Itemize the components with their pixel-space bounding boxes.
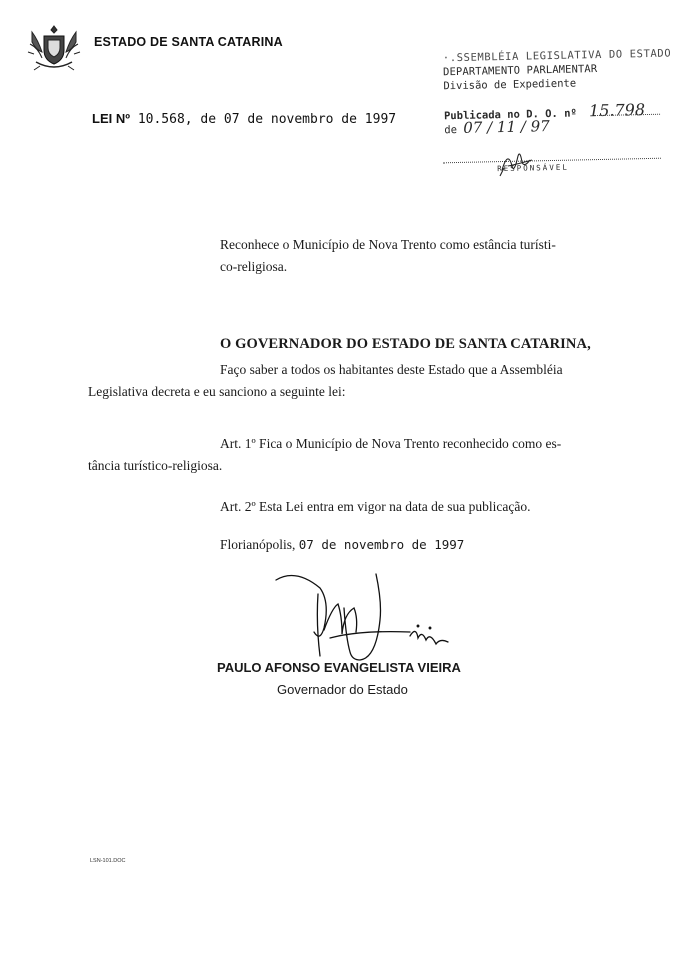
law-summary-line-1: Reconhece o Município de Nova Trento como estância turísti- (220, 237, 556, 252)
law-title (92, 111, 396, 127)
stamp-date-prefix: de (444, 123, 458, 137)
state-header: ESTADO DE SANTA CATARINA (94, 35, 283, 49)
stamp-published-label: Publicada no D. O. nº (443, 107, 577, 123)
publication-stamp (441, 47, 672, 179)
stamp-initials-signature (494, 140, 544, 184)
stamp-assembly-line: ·.SSEMBLÉIA LEGISLATIVA DO ESTADO (442, 47, 672, 65)
stamp-date-value: 07 / 11 / 97 (463, 117, 550, 137)
governor-heading: O GOVERNADOR DO ESTADO DE SANTA CATARINA, (220, 336, 591, 352)
article-2: Art. 2º Esta Lei entra em vigor na data de sua publicação. (220, 499, 531, 514)
stamp-date-line (444, 117, 550, 137)
article-1-line-1: Art. 1º Fica o Município de Nova Trento reconhecido como es- (220, 436, 562, 451)
stamp-published-number: 15.798 (588, 100, 646, 121)
signer-role: Governador do Estado (277, 682, 408, 697)
governor-signature (270, 568, 480, 672)
law-summary-line-2: co-religiosa. (220, 259, 288, 274)
law-label: LEI Nº (92, 111, 130, 126)
article-1-line-2: tância turístico-religiosa. (88, 458, 223, 473)
place-and-date (220, 537, 464, 553)
law-summary (220, 234, 615, 278)
law-number-date: 10.568, de 07 de novembro de 1997 (137, 112, 397, 127)
place-name: Florianópolis, (220, 537, 296, 552)
document-code: LSN-101.DOC (90, 858, 126, 864)
stamp-responsible-label: RESPONSÁVEL (497, 162, 569, 174)
enactment-line-2: Legislativa decreta e eu sanciono a seguinte lei: (88, 384, 346, 399)
closing-date: 07 de novembro de 1997 (298, 537, 465, 552)
signer-name: PAULO AFONSO EVANGELISTA VIEIRA (217, 660, 461, 675)
coat-of-arms-icon (26, 22, 82, 74)
enactment-line-1: Faço saber a todos os habitantes deste Estado que a Assembléia (220, 362, 563, 377)
stamp-department-line: DEPARTAMENTO PARLAMENTAR (442, 63, 598, 79)
stamp-division-line: Divisão de Expediente (443, 77, 577, 93)
